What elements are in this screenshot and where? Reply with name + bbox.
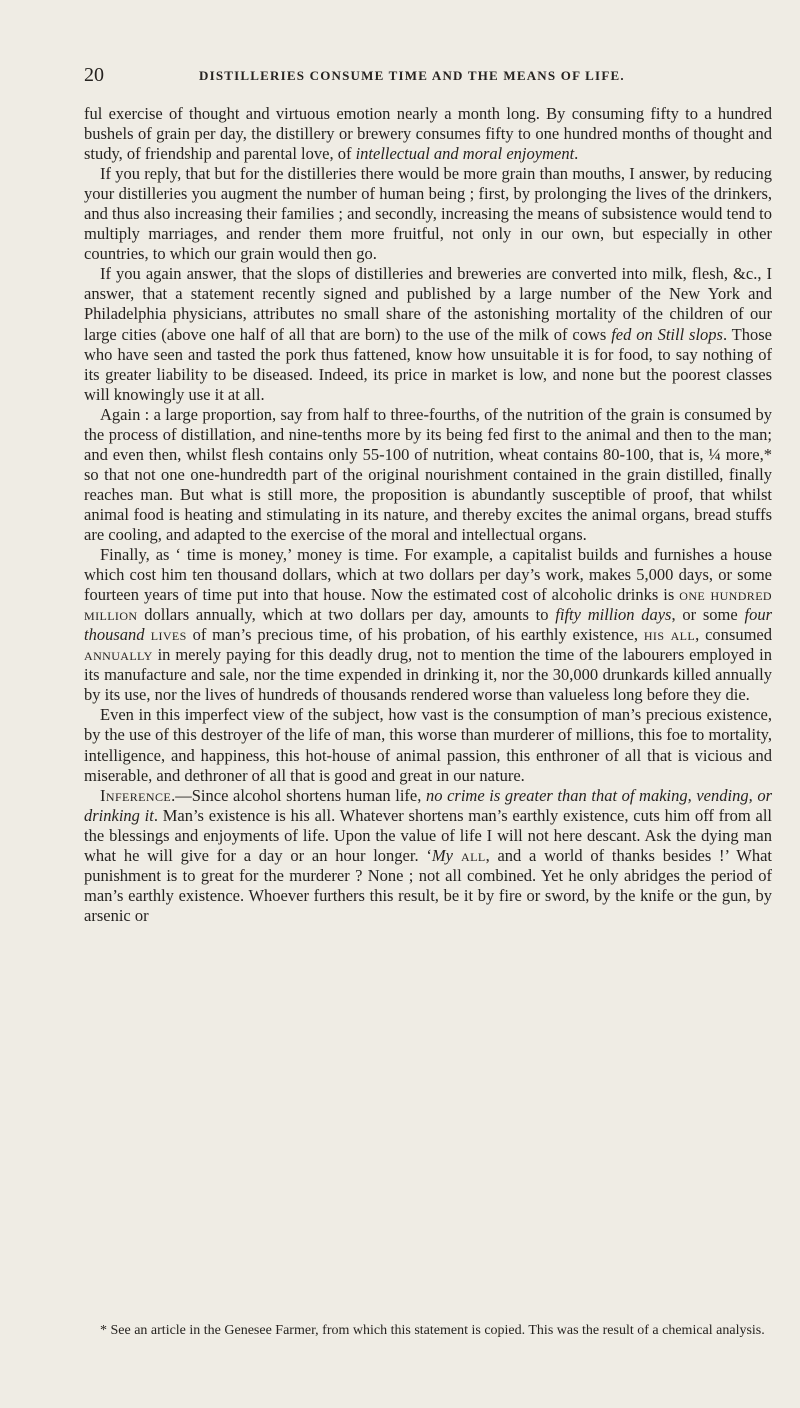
page-number: 20 — [84, 64, 104, 86]
text-run: . Man’s existence is his all. Whatever shortens man’s earthly existence, cuts him off from all the blessings and enjoyments of life. Upon the value of life I will not here descant. Ask the dying man what he will give for a day or an hour longer. ‘ — [84, 805, 772, 865]
text-run: .—Since alcohol shortens human life, — [171, 785, 426, 805]
running-title: DISTILLERIES CONSUME TIME AND THE MEANS OF LIFE. — [199, 68, 625, 83]
italic-run: four thousand — [84, 605, 773, 645]
italic-run: My — [431, 845, 453, 865]
small-caps-run: annually — [84, 645, 153, 665]
running-head — [84, 64, 764, 86]
italic-run: no crime is greater than that of making, vending, or drinking it — [84, 785, 772, 825]
text-run: . — [574, 144, 579, 164]
paragraph-1 — [84, 104, 772, 164]
paragraph-6: Even in this imperfect view of the subject, how vast is the consumption of man’s precious existence, by the use of this destroyer of the life of man, this worse than murderer of millions, this foe to mortality, intelligence, and happiness, this hot-house of animal passion, this enthroner of all that is vicious and miserable, and dethroner of all that is good and great in our nature. — [84, 705, 772, 785]
small-caps-run: one hundred million — [84, 585, 772, 625]
text-run: dollars annually, which at two dollars per day, amounts to — [137, 605, 556, 625]
footnote — [84, 1322, 772, 1340]
small-caps-run: Inference — [100, 785, 172, 805]
italic-run: fed on Still slops — [611, 324, 723, 344]
italic-run: intellectual and moral enjoyment — [355, 144, 575, 164]
text-run: in merely paying for this deadly drug, not to mention the time of the labourers employed in its manufacture and sale, nor the time expended in drinking it, nor the 30,000 drunkards killed annually by its use, nor the lives of hundreds of thousands rendered worse than valueless long before they die. — [84, 645, 772, 705]
text-run: , or some — [671, 605, 745, 625]
paragraph-2: If you reply, that but for the distilleries there would be more grain than mouths, I answer, by reducing your distilleries you augment the number of human being ; first, by prolonging the lives of the drinkers, and thus also increasing their families ; and secondly, increasing the means of subsistence would tend to multiply marriages, and render them more fruitful, not only in our own, but especially in other countries, to which our grain would then go. — [84, 164, 772, 264]
italic-run: fifty million days — [555, 605, 672, 625]
small-caps-run: lives — [144, 625, 187, 645]
footnote-text: * See an article in the Genesee Farmer, from which this statement is copied. This was the result of a chemical analysis. — [100, 1323, 765, 1338]
paragraph-3 — [84, 264, 772, 404]
text-run: If you again answer, that the slops of distilleries and breweries are converted into milk, flesh, &c., I answer, that a statement recently signed and published by a large number of the New York and Philadelphia physicians, attributes no small share of the astonishing mortality of the children of our large cities (above one half of all that are born) to the use of the milk of cows — [84, 264, 772, 344]
small-caps-run: his all — [643, 625, 696, 645]
text-run: , consumed — [695, 625, 773, 645]
body-text — [84, 104, 772, 926]
text-run: , and a world of thanks besides !’ What punishment is to great for the murderer ? None ; not all combined. Yet he only abridges the period of man’s earthly existence. Whoever furthers this result, be it by fire or sword, by the knife or the gun, by arsenic or — [84, 845, 772, 925]
paragraph-4: Again : a large proportion, say from half to three-fourths, of the nutrition of the grain is consumed by the process of distillation, and nine-tenths more by its being fed first to the animal and then to the man; and even then, whilst flesh contains only 55-100 of nutrition, wheat contains 80-100, that is, ¼ more,* so that not one one-hundredth part of the original nourishment contained in the grain distilled, finally reaches man. But what is still more, the proposition is abundantly susceptible of proof, that whilst animal food is heating and stimulating in its nature, and thereby excites the animal organs, bread stuffs are cooling, and adapted to the exercise of the moral and intellectual organs. — [84, 404, 772, 544]
paragraph-5 — [84, 545, 772, 705]
text-run: of man’s precious time, of his probation, of his earthly existence, — [186, 625, 644, 645]
paragraph-7 — [84, 786, 772, 926]
small-caps-run: all — [452, 845, 486, 865]
text-run: Finally, as ‘ time is money,’ money is time. For example, a capitalist builds and furnishes a house which cost him ten thousand dollars, which at two dollars per day’s work, makes 5,000 days, or some fourteen years of time put into that house. Now the estimated cost of alcoholic drinks is — [84, 545, 772, 605]
text-run: ful exercise of thought and virtuous emotion nearly a month long. By consuming fifty to a hundred bushels of grain per day, the distillery or brewery consumes fifty to one hundred months of thought and study, of friendship and parental love, of — [84, 104, 772, 164]
text-run: . Those who have seen and tasted the pork thus fattened, know how unsuitable it is for food, to say nothing of its greater liability to be diseased. Indeed, its price in market is low, and none but the poorest classes will knowingly use it at all. — [84, 324, 772, 404]
